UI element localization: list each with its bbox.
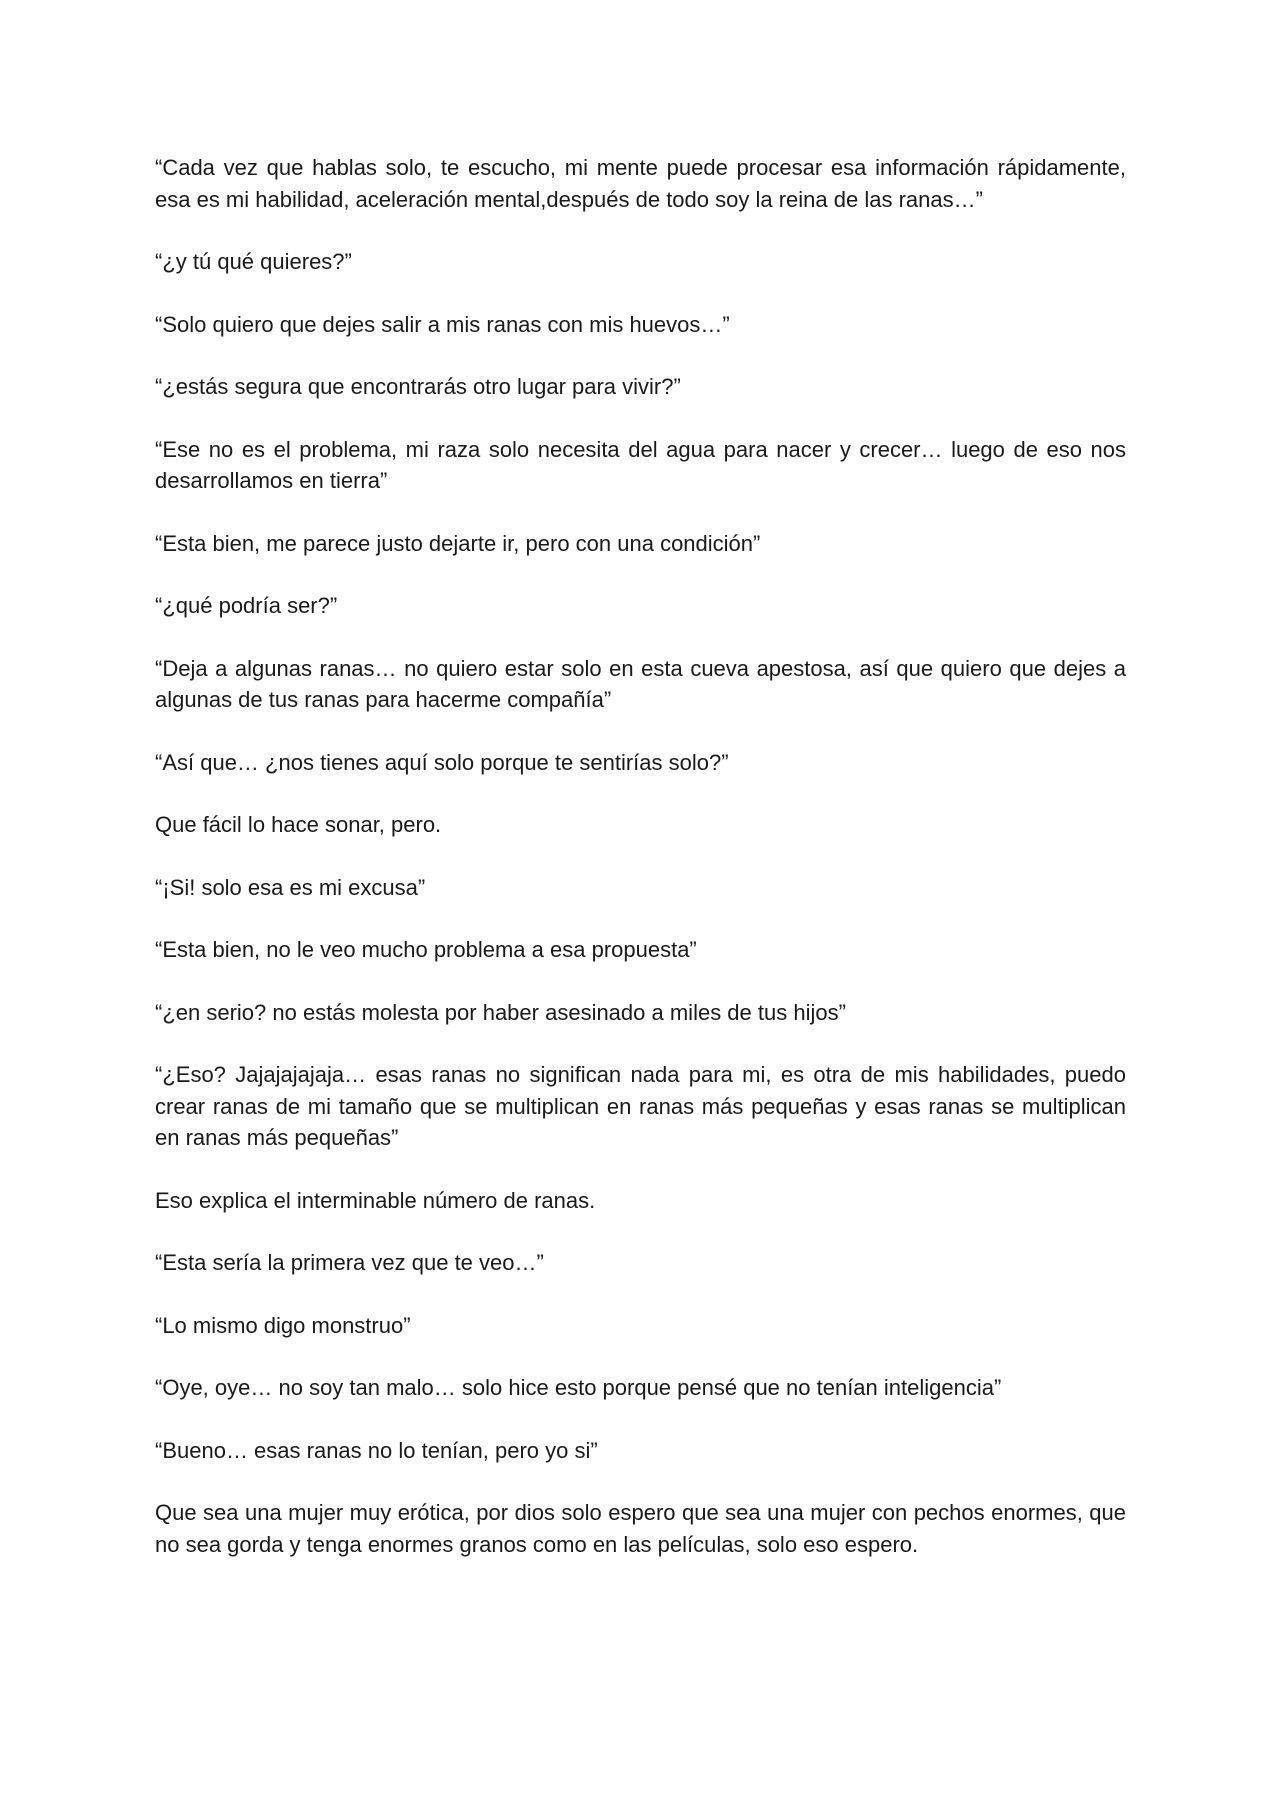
paragraph: “Oye, oye… no soy tan malo… solo hice esto porque pensé que no tenían inteligencia” bbox=[155, 1375, 1002, 1400]
paragraph: “¿en serio? no estás molesta por haber asesinado a miles de tus hijos” bbox=[155, 999, 846, 1025]
paragraph: “¿Eso? Jajajajajaja… esas ranas no significan nada para mi, es otra de mis habilidades, puedo crear ranas de mi tamaño que se multiplican en ranas más pequeñas y esas ranas se multiplican en ranas más pequeñas” bbox=[155, 1062, 1126, 1150]
paragraph: “Así que… ¿nos tienes aquí solo porque te sentirías solo?” bbox=[155, 749, 729, 775]
paragraph: “¿y tú qué quieres?” bbox=[155, 249, 352, 274]
paragraph: “Esta bien, me parece justo dejarte ir, pero con una condición” bbox=[155, 530, 761, 556]
paragraph: “Cada vez que hablas solo, te escucho, mi mente puede procesar esa información rápidamente, esa es mi habilidad, aceleración mental,después de todo soy la reina de las ranas…” bbox=[155, 155, 1126, 212]
paragraph: “Esta bien, no le veo mucho problema a esa propuesta” bbox=[155, 937, 697, 962]
paragraph: “¿estás segura que encontrarás otro lugar para vivir?” bbox=[155, 374, 681, 399]
paragraph: “Esta sería la primera vez que te veo…” bbox=[155, 1250, 544, 1275]
document-page bbox=[155, 152, 1126, 1591]
paragraph: Eso explica el interminable número de ranas. bbox=[155, 1187, 596, 1213]
paragraph: “Lo mismo digo monstruo” bbox=[155, 1312, 411, 1338]
paragraph: “Bueno… esas ranas no lo tenían, pero yo si” bbox=[155, 1437, 598, 1463]
paragraph: Que fácil lo hace sonar, pero. bbox=[155, 812, 442, 837]
paragraph: Que sea una mujer muy erótica, por dios solo espero que sea una mujer con pechos enormes, que no sea gorda y tenga enormes granos como en las películas, solo eso espero. bbox=[155, 1500, 1126, 1557]
paragraph: “Ese no es el problema, mi raza solo necesita del agua para nacer y crecer… luego de eso nos desarrollamos en tierra” bbox=[155, 436, 1126, 493]
paragraph: “¿qué podría ser?” bbox=[155, 593, 338, 618]
paragraph: “¡Si! solo esa es mi excusa” bbox=[155, 874, 426, 900]
paragraph: “Solo quiero que dejes salir a mis ranas con mis huevos…” bbox=[155, 311, 730, 337]
paragraph: “Deja a algunas ranas… no quiero estar solo en esta cueva apestosa, así que quiero que dejes a algunas de tus ranas para hacerme compañía” bbox=[155, 655, 1126, 712]
